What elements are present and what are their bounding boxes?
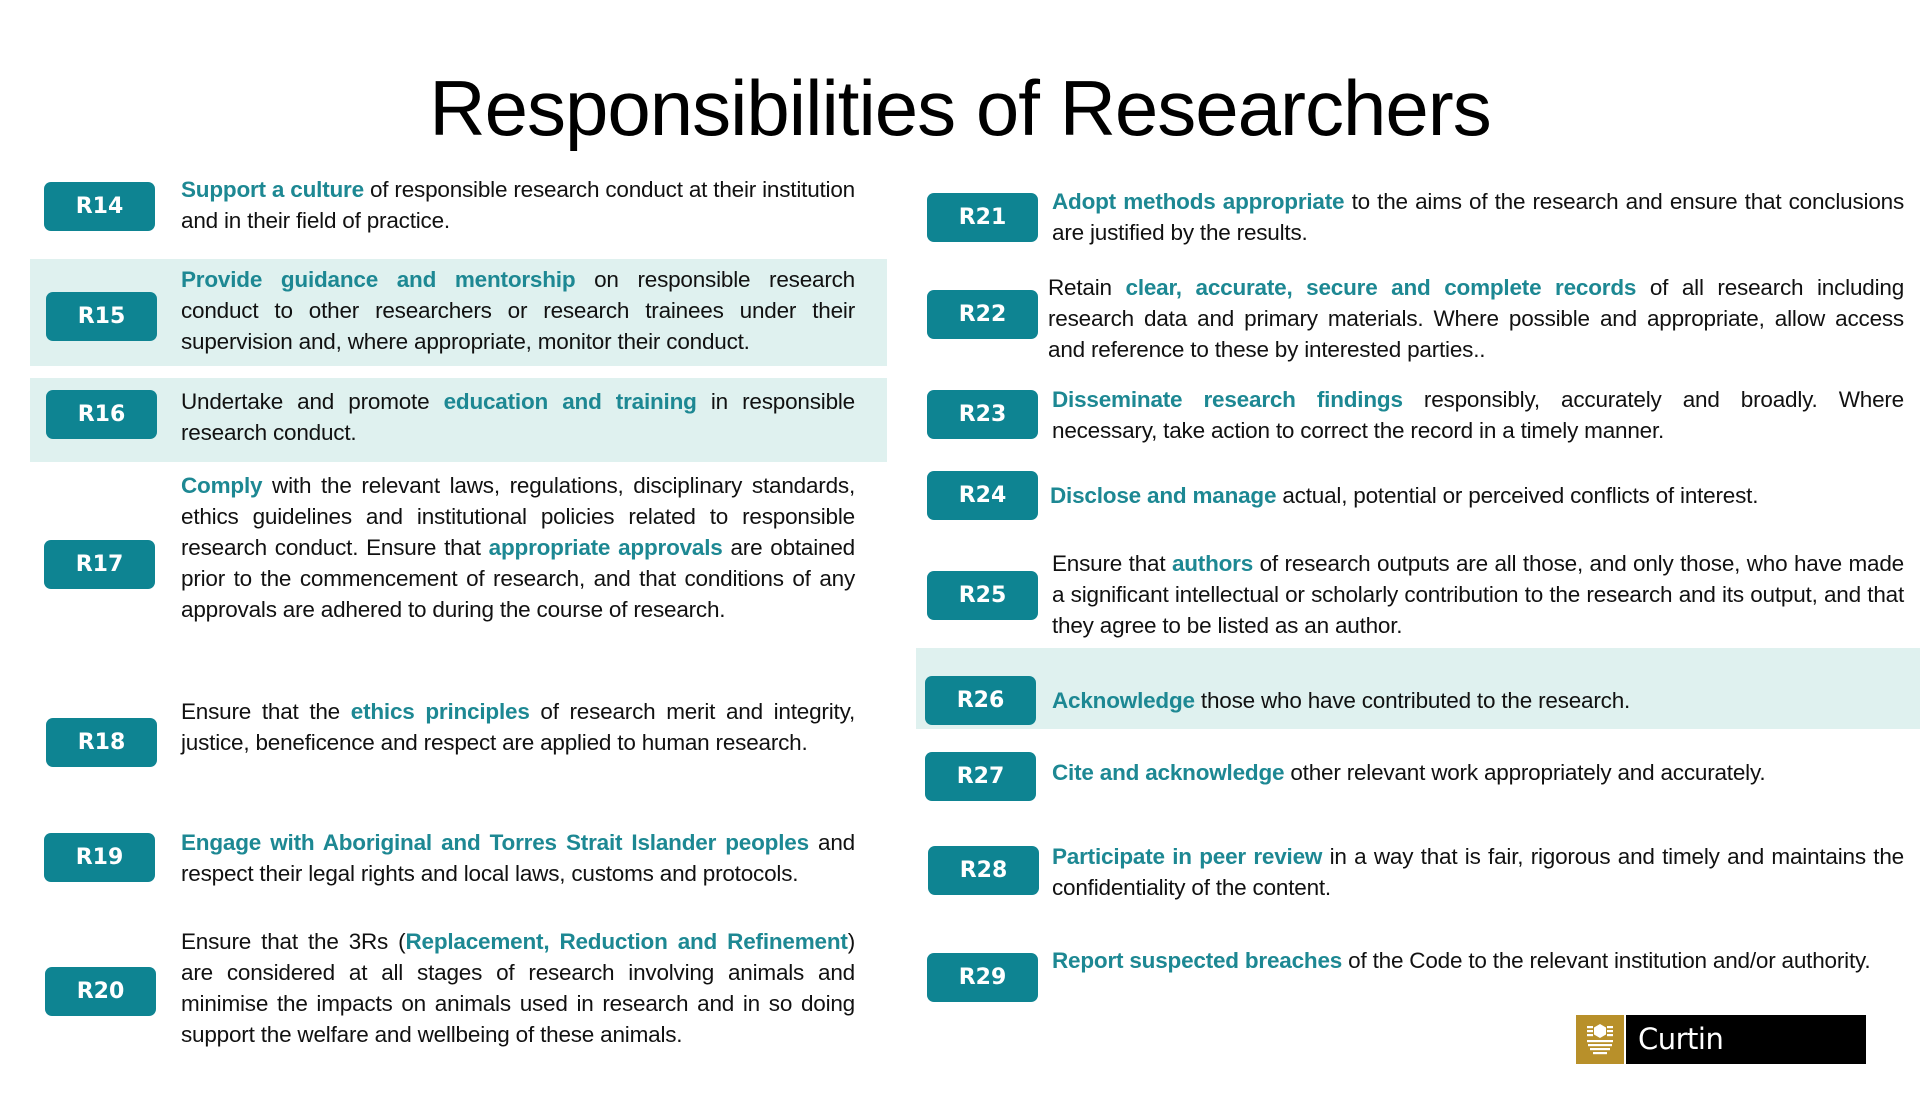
highlight-phrase: Support a culture — [181, 177, 364, 202]
highlight-phrase: Disseminate research findings — [1052, 387, 1403, 412]
highlight-phrase: Provide guidance and mentorship — [181, 267, 576, 292]
item-text: Disseminate research findings responsibly, accurately and broadly. Where necessary, take action to correct the record in a timely manner. — [1052, 387, 1905, 443]
item-text: Engage with Aboriginal and Torres Strait Islander peoples and respect their legal rights and local laws, customs and protocols. — [181, 830, 855, 886]
highlight-phrase: Replacement, Reduction and Refinement — [405, 929, 848, 954]
item-text: Adopt methods appropriate to the aims of the research and ensure that conclusions are justified by the results. — [1052, 189, 1904, 245]
highlight-phrase: Acknowledge — [1052, 688, 1195, 713]
highlight-phrase: Cite and acknowledge — [1052, 760, 1285, 785]
item-text: Disclose and manage actual, potential or perceived conflicts of interest. — [1050, 483, 1759, 508]
code-badge: R18 — [46, 718, 157, 767]
highlight-phrase: education and training — [443, 389, 697, 414]
item-text: Provide guidance and mentorship on responsible research conduct to other researchers or research trainees under their supervision and, where appropriate, monitor their conduct. — [181, 267, 855, 354]
item-text: Undertake and promote education and training in responsible research conduct. — [181, 389, 855, 445]
code-badge: R15 — [46, 292, 157, 341]
code-badge: R19 — [44, 833, 155, 882]
code-badge: R26 — [925, 676, 1036, 725]
highlight-phrase: authors — [1171, 551, 1254, 576]
item-text: Report suspected breaches of the Code to the relevant institution and/or authority. — [1052, 948, 1871, 973]
curtin-university-logo — [1576, 1015, 1866, 1105]
highlight-phrase: clear, accurate, secure and complete records — [1125, 275, 1637, 300]
highlight-phrase: Comply — [181, 473, 263, 498]
item-text: Participate in peer review in a way that is fair, rigorous and timely and maintains the confidentiality of the content. — [1052, 844, 1904, 900]
code-badge: R21 — [927, 193, 1038, 242]
code-badge: R28 — [928, 846, 1039, 895]
code-badge: R14 — [44, 182, 155, 231]
highlight-phrase: ethics principles — [350, 699, 530, 724]
code-badge: R17 — [44, 540, 155, 589]
item-text: Ensure that the 3Rs (Replacement, Reduction and Refinement) are considered at all stages of research involving animals and minimise the impacts on animals used in research and in so doing support the welfare and wellbeing of these animals. — [181, 929, 855, 1047]
slide-title: Responsibilities of Researchers — [429, 64, 1491, 152]
highlight-phrase: Report suspected breaches — [1052, 948, 1343, 973]
code-badge: R20 — [45, 967, 156, 1016]
logo-wordmark: Curtin University — [1626, 1015, 1866, 1064]
code-badge: R27 — [925, 752, 1036, 801]
item-text: Cite and acknowledge other relevant work appropriately and accurately. — [1052, 760, 1766, 785]
item-text: Comply with the relevant laws, regulations, disciplinary standards, ethics guidelines and institutional policies related to responsible research conduct. Ensure that appropriate approvals are obtained prior to the commencement of research, and that conditions of any approvals are adhered to during the course of research. — [181, 473, 855, 622]
highlight-phrase: Adopt methods appropriate — [1052, 189, 1345, 214]
code-badge: R29 — [927, 953, 1038, 1002]
highlight-phrase: Disclose and manage — [1050, 483, 1277, 508]
code-badge: R24 — [927, 471, 1038, 520]
item-text: Ensure that authors of research outputs are all those, and only those, who have made a significant intellectual or scholarly contribution to the research and its output, and that they agree to be listed as an author. — [1052, 551, 1904, 638]
code-badge: R22 — [927, 290, 1038, 339]
curtin-shield-icon — [1576, 1015, 1624, 1064]
item-text: Support a culture of responsible research conduct at their institution and in their field of practice. — [181, 177, 855, 233]
code-badge: R23 — [927, 390, 1038, 439]
code-badge: R25 — [927, 571, 1038, 620]
highlight-phrase: appropriate approvals — [488, 535, 723, 560]
item-text: Ensure that the ethics principles of research merit and integrity, justice, beneficence and respect are applied to human research. — [181, 699, 856, 755]
item-text: Retain clear, accurate, secure and complete records of all research including research data and primary materials. Where possible and appropriate, allow access and reference to these by interested parties.. — [1048, 275, 1905, 362]
code-badge: R16 — [46, 390, 157, 439]
item-text: Acknowledge those who have contributed to the research. — [1052, 688, 1631, 713]
highlight-phrase: Participate in peer review — [1052, 844, 1323, 869]
highlight-phrase: Engage with Aboriginal and Torres Strait Islander peoples — [181, 830, 809, 855]
